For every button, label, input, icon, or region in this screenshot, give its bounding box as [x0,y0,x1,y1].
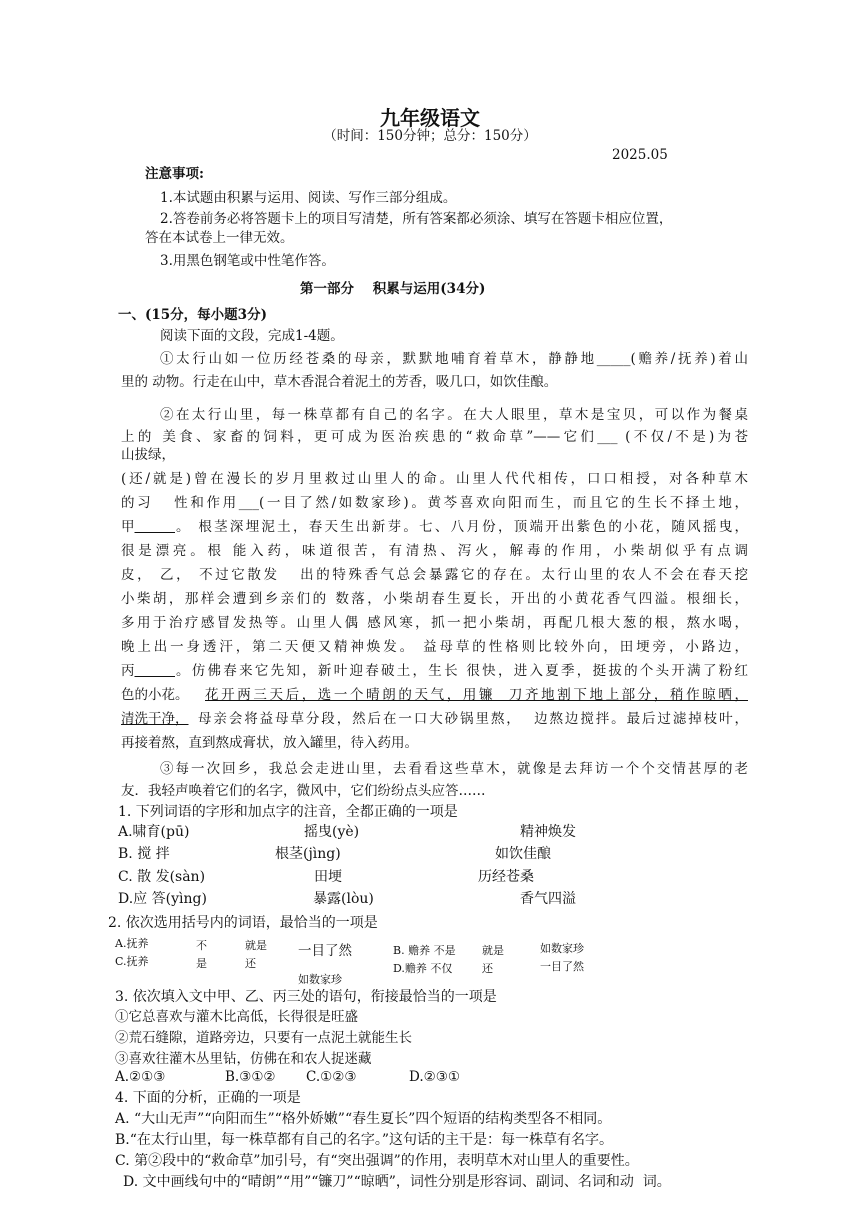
q4-option-c: C. 第②段中的“救命草”加引号，有“突出强调”的作用，表明草木对山里人的重要性。 [115,1153,639,1169]
q4-option-b: B.“在太行山里，每一株草都有自己的名字。”这句话的主干是：每一株草有名字。 [115,1132,614,1148]
q2-word: 如数家珍 [540,942,584,955]
q2-word: 就是 [245,939,267,952]
q2-option-b: B. 赡养 不是 [393,944,456,957]
passage-line: 母亲会将益母草分段，然后在一口大砂锅里熬， 边熬边搅拌。最后过滤掉枝叶， [198,711,748,727]
q1-option-b-3: 如饮佳酿 [495,846,551,862]
q1-option-d-2: 暴露(lòu) [313,891,374,907]
passage-line: 皮， 乙， 不过它散发 出的特殊香气总会暴露它的存在。太行山里的农人不会在春天挖 [121,567,748,583]
q1-option-b: B. 搅 拌 [118,846,170,862]
passage-line: 的习 性和作用___(一目了然/如数家珍)。黄芩喜欢向阳而生，而且它的生长不择土地， [121,495,748,511]
exam-date: 2025.05 [612,147,668,163]
q1-option-c-3: 历经苍桑 [478,869,534,885]
blank-bing-line [135,663,176,679]
passage-line: ③每一次回乡，我总会走进山里，去看看这些草木，就像是去拜访一个个交情甚厚的老 [160,761,748,777]
q2-option-a: A.抚养 [115,937,149,950]
q4-option-d: D. 文中画线句中的“晴朗”“用”“镰刀”“晾晒”，词性分别是形容词、副词、名词和动 词。 [123,1174,671,1190]
exam-subtitle: （时间：150分钟；总分：150分） [323,128,537,144]
passage-line: 再接着熬，直到熬成膏状，放入罐里，待入药用。 [121,735,418,751]
q2-word: 还 [482,962,493,975]
question-1-stem: 1. 下列词语的字形和加点字的注音，全都正确的一项是 [118,804,458,820]
q2-word: 是 [196,957,207,970]
question-2-stem: 2. 依次选用括号内的词语，最恰当的一项是 [108,915,378,931]
section-heading: 一、(15分，每小题3分) [118,307,267,323]
q2-word: 还 [245,957,256,970]
passage-line: 晚上出一身透汗，第二天便又精神焕发。 益母草的性格则比较外向，田埂旁，小路边， [121,639,748,655]
q1-option-a-2: 摇曳(yè) [304,824,360,840]
passage-line: 友．我轻声唤着它们的名字，微风中，它们纷纷点头应答…… [121,783,486,799]
exam-title: 九年级语文 [380,106,480,130]
note-item-3: 3.用黑色钢笔或中性笔作答。 [160,253,335,269]
passage-line: 。仿佛春来它先知，新叶迎春破土，生长 很快，进入夏季，挺拔的个头开满了粉红 [176,663,748,679]
q2-word: 不 [196,939,207,952]
q3-option-c: C.①②③ [306,1069,357,1085]
note-item-2: 2.答卷前务必将答题卡上的项目写清楚，所有答案都必须涂、填写在答题卡相应位置， [160,211,673,227]
passage-line: 山拔绿， [121,447,175,463]
q2-word: 一目了然 [298,943,352,959]
question-3-stem: 3. 依次填入文中甲、乙、丙三处的语句，衔接最恰当的一项是 [115,989,497,1005]
q1-option-a-3: 精神焕发 [520,824,576,840]
q3-option-a: A.②①③ [115,1069,166,1085]
passage-line: 上的 美食、家畜的饲料，更可成为医治疾患的“救命草”——它们___ (不仅/不是)为苍 [121,429,748,445]
q1-option-d-3: 香气四溢 [520,891,576,907]
q1-option-b-2: 根茎(jìng) [275,846,341,862]
note-item-1: 1.本试题由积累与运用、阅读、写作三部分组成。 [160,190,457,206]
q2-word: 就是 [482,944,504,957]
q1-option-d: D.应 答(yìng) [118,891,207,907]
notes-heading: 注意事项: [145,166,204,182]
q3-option-b: B.③①② [225,1069,276,1085]
passage-line: 小柴胡，那样会遭到乡亲们的 数落，小柴胡春生夏长，开出的小黄花香气四溢。根细长， [121,591,748,607]
blank-jia-label: 甲 [121,519,135,535]
passage-line: 色的小花。 [121,687,189,703]
q3-sentence-1: ①它总喜欢与灌木比高低，长得很是旺盛 [115,1009,358,1025]
passage-line: (还/就是)曾在漫长的岁月里救过山里人的命。山里人代代相传，口口相授，对各种草木 [121,471,748,487]
q2-word: 一目了然 [540,960,584,973]
blank-bing-label: 丙 [121,663,135,679]
q3-option-d: D.②③① [409,1069,460,1085]
question-4-stem: 4. 下面的分析，正确的一项是 [115,1090,301,1106]
q1-option-a: A.啸育(pū) [118,824,190,840]
passage-line: 里的 动物。行走在山中，草木香混合着泥土的芳香，吸几口，如饮佳酿。 [121,374,558,390]
q3-sentence-2: ②荒石缝隙，道路旁边，只要有一点泥土就能生长 [115,1030,412,1046]
q1-option-c: C. 散 发(sàn) [118,869,206,885]
underlined-sentence: 花开两三天后，选一个晴朗的天气，用镰 刀齐地割下地上部分，稍作晾晒， [205,687,748,703]
part1-heading: 第一部分 积累与运用(34分) [300,281,486,297]
blank-jia-line [135,519,176,535]
q2-option-d: D.赡养 不仅 [393,962,453,975]
passage-line: ①太行山如一位历经苍桑的母亲，默默地哺育着草木，静静地_____(赡养/抚养)着山 [160,351,748,367]
underlined-sentence: 清洗干净， [121,711,189,727]
q4-option-a: A. “大山无声”“向阳而生”“格外娇嫩”“春生夏长”四个短语的结构类型各不相同。 [115,1111,612,1127]
q2-option-c: C.抚养 [115,955,149,968]
passage-line: ②在太行山里，每一株草都有自己的名字。在大人眼里，草木是宝贝，可以作为餐桌 [160,407,748,423]
blank-bing [121,662,175,680]
blank-jia [121,518,175,536]
passage-line: 很是漂亮。根 能入药，味道很苦，有清热、泻火，解毒的作用，小柴胡似乎有点调 [121,543,748,559]
passage-intro: 阅读下面的文段，完成1-4题。 [160,328,344,344]
note-item-2-cont: 答在本试卷上一律无效。 [145,230,294,246]
q3-sentence-3: ③喜欢往灌木丛里钻，仿佛在和农人捉迷藏 [115,1051,372,1067]
q1-option-c-2: 田埂 [314,869,342,885]
passage-line: 多用于治疗感冒发热等。山里人偶 感风寒，抓一把小柴胡，再配几根大葱的根，熬水喝， [121,615,748,631]
q2-word: 如数家珍 [298,973,342,986]
passage-line: 。 根茎深埋泥土，春天生出新芽。七、八月份，顶端开出紫色的小花，随风摇曳， [176,519,748,535]
